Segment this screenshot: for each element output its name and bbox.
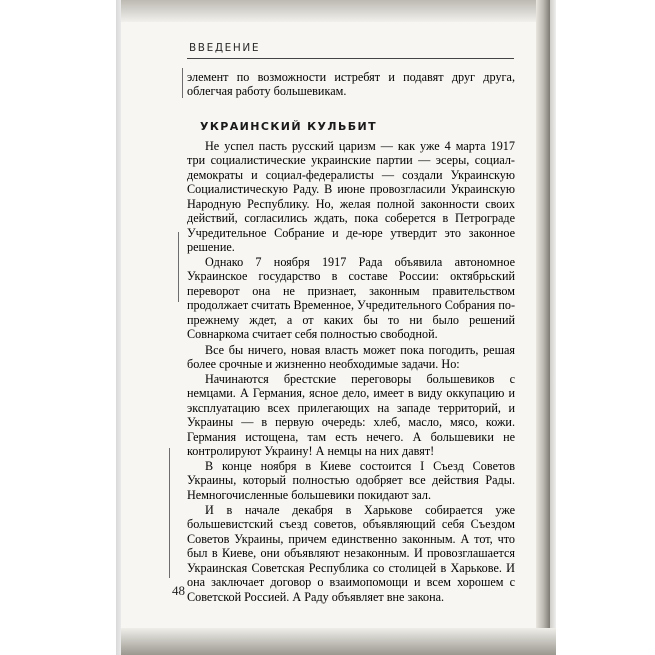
running-head: ВВЕДЕНИЕ <box>189 42 261 54</box>
paragraph-5: В конце ноября в Киеве состоится I Съезд Советов Украины, который полностью одобряет все действия Рады. Немногочисленные большевики покидают зал. <box>187 459 515 502</box>
page-right-edge-outer <box>550 0 556 655</box>
page-top-shadow <box>121 0 536 22</box>
page-bottom-shadow <box>121 628 556 655</box>
pencil-margin-mark <box>178 232 179 302</box>
section-title: УКРАИНСКИЙ КУЛЬБИТ <box>200 120 378 133</box>
page-right-edge <box>536 0 550 655</box>
paragraph-6: И в начале декабря в Харькове собирается уже большевистский съезд советов, объявляющий себя Съездом Советов Украины, причем единственно законным. А тот, что был в Киеве, они объявляют незаконным. И провозглашается Украинская Советская Республика со столицей в Харькове. И она заключает договор о взаимопомощи и всем хорошем с Советской Россией. А Раду объявляет вне закона. <box>187 503 515 604</box>
paragraph-1: Не успел пасть русский царизм — как уже 4 марта 1917 три социалистические украинские партии — эсеры, социал-демократы и социал-федералисты — создали Украинскую Социалистическую Раду. В июне провозгласили Украинскую Народную Республику. Но, желая полной законности своих действий, согласились ждать, пока соберется в Петрограде Учредительное Собрание и де-юре утвердит это законное решение. <box>187 139 515 255</box>
running-head-rule <box>187 58 514 59</box>
pencil-margin-mark <box>182 68 183 98</box>
paragraph-3: Все бы ничего, новая власть может пока погодить, решая более срочные и жизненно необходимые задачи. Но: <box>187 343 515 372</box>
paragraph-2: Однако 7 ноября 1917 Рада объявила автономное Украинское государство в составе России: октябрьский переворот она не признает, законным правительством продолжает считать Временное, Учредительного Собрания по-прежнему ждет, а от каких бы то ни было решений Совнаркома считает себя полностью свободной. <box>187 255 515 342</box>
intro-continuation: элемент по возможности истребят и подавят друг друга, облегчая работу большевикам. <box>187 70 515 99</box>
page-number: 48 <box>172 583 185 598</box>
pencil-margin-mark <box>169 448 170 578</box>
paragraph-4: Начинаются брестские переговоры большевиков с немцами. А Германия, ясное дело, имеет в виду оккупацию и эксплуатацию всех прилегающих на западе территорий, и Украины — в первую очередь: хлеб, масло, мясо, кожи. Германия истощена, там есть нечего. А большевики не контролируют Украину! А немцы на них давят! <box>187 372 515 459</box>
